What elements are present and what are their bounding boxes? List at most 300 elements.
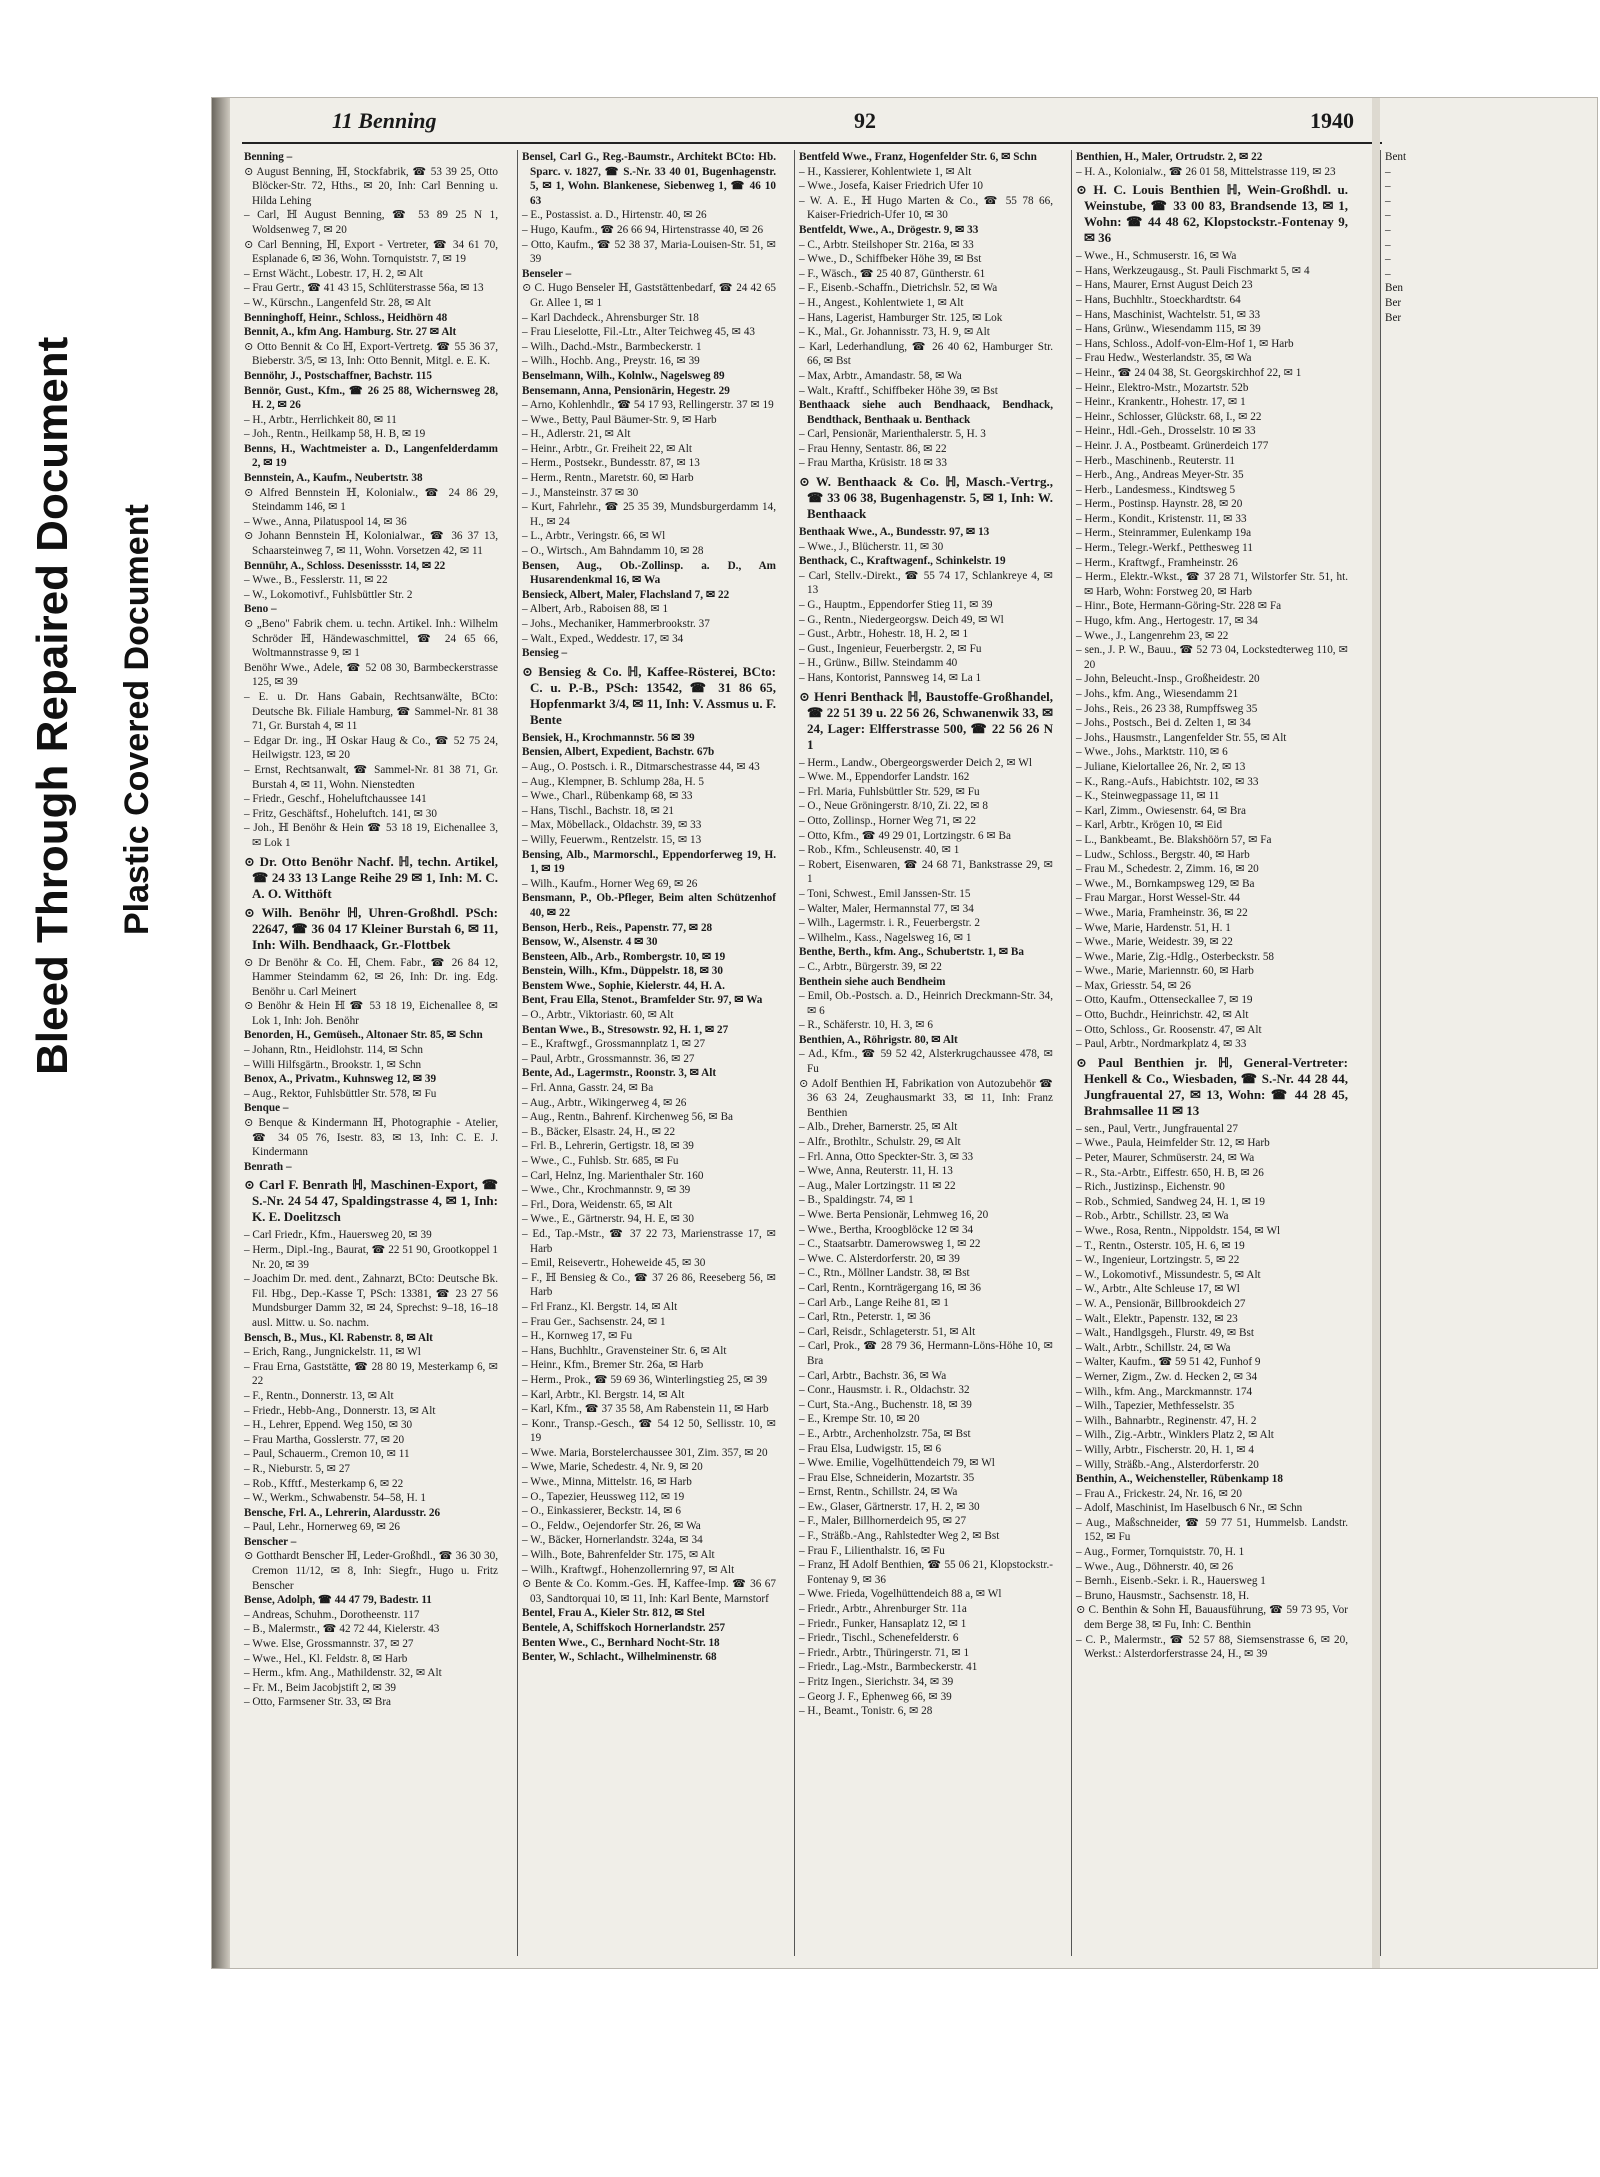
directory-entry: – Hans, Schloss., Adolf-von-Elm-Hof 1, ✉ Harb xyxy=(1076,337,1294,350)
directory-entry: Bent xyxy=(1385,151,1407,163)
directory-entry: – H., Kornweg 17, ✉ Fu xyxy=(522,1330,633,1343)
directory-entry: – Hinr., Bote, Hermann-Göring-Str. 228 ✉ Fa xyxy=(1076,600,1282,613)
directory-entry: ⊙ August Benning, ℍ, Stockfabrik, ☎ 53 39 25, Otto Blöcker-Str. 72, Hths., ✉ 20, Inh: Carl Benning u. Hilda Lehing xyxy=(244,165,498,207)
directory-entry: – W., Werkm., Schwabenstr. 54–58, H. 1 xyxy=(244,1492,426,1505)
directory-entry: – E., Kraftwgf., Grossmannplatz 1, ✉ 27 xyxy=(522,1038,706,1051)
directory-entry: Bensow, W., Alsenstr. 4 ✉ 30 xyxy=(522,936,658,949)
directory-entry: – Wwe. Emilie, Vogelhüttendeich 79, ✉ Wl xyxy=(799,1457,995,1470)
directory-entry: – Heinr., Schlosser, Glückstr. 68, I., ✉ 22 xyxy=(1076,410,1262,423)
directory-entry: – Johs., Mechaniker, Hammerbrookstr. 37 xyxy=(522,618,710,630)
directory-entry: Benstein, Wilh., Kfm., Düppelstr. 18, ✉ 30 xyxy=(522,965,723,978)
directory-entry: – W., Ingenieur, Lortzingstr. 5, ✉ 22 xyxy=(1076,1254,1240,1267)
directory-entry: – Wwe., M., Bornkampsweg 129, ✉ Ba xyxy=(1076,877,1255,890)
directory-entry: – Georg J. F., Ephenweg 66, ✉ 39 xyxy=(799,1690,952,1703)
directory-entry: – Wwe., Johs., Marktstr. 110, ✉ 6 xyxy=(1076,746,1228,759)
directory-entry: – W., Arbtr., Alte Schleuse 17, ✉ Wl xyxy=(1076,1283,1240,1296)
directory-entry: – Wwe., Marie, Mariennstr. 60, ✉ Harb xyxy=(1076,965,1254,978)
directory-entry: – Frau Martha, Krüsistr. 18 ✉ 33 xyxy=(799,457,947,470)
directory-entry: – Toni, Schwest., Emil Janssen-Str. 15 xyxy=(799,887,971,900)
directory-entry: – Wwe., Rosa, Rentn., Nippoldstr. 154, ✉ Wl xyxy=(1076,1225,1281,1237)
directory-entry: ⊙ Henri Benthack ℍ, Baustoffe-Großhandel, ☎ 22 51 39 u. 22 56 26, Schwanenwik 33, ✉ 24, Lager: Elfferstrasse 500, ☎ 22 56 26 N 1 xyxy=(799,688,1053,752)
directory-entry: – Emil, Ob.-Postsch. a. D., Heinrich Dreckmann-Str. 34, ✉ 6 xyxy=(799,990,1053,1017)
directory-entry: – Frau A., Frickestr. 24, Nr. 16, ✉ 20 xyxy=(1076,1487,1242,1500)
directory-entry: – Joh., Rentn., Heilkamp 58, H. B, ✉ 19 xyxy=(244,428,426,441)
directory-entry: – Heinr., Hdl.-Geh., Drosselstr. 10 ✉ 33 xyxy=(1076,425,1256,438)
directory-entry: – Herm., Landw., Obergeorgswerder Deich 2, ✉ Wl xyxy=(799,756,1032,769)
directory-entry: Bensch, B., Mus., Kl. Rabenstr. 8, ✉ Alt xyxy=(244,1331,433,1344)
directory-entry: – Bernh., Eisenb.-Sekr. i. R., Hauersweg 1 xyxy=(1076,1575,1266,1588)
directory-entry: ⊙ Bente & Co. Komm.-Ges. ℍ, Kaffee-Imp. ☎ 36 67 03, Sandtorquai 10, ✉ 11, Inh: Karl Bente, Marnstorf xyxy=(522,1578,776,1605)
directory-entry: – Friedr., Arbtr., Ahrenburger Str. 11a xyxy=(799,1603,967,1616)
directory-entry: – Herm., Kraftwgf., Framheinstr. 26 xyxy=(1076,556,1238,569)
directory-entry: – Aug., Klempner, B. Schlump 28a, H. 5 xyxy=(522,775,704,788)
directory-entry: – T., Rentn., Osterstr. 105, H. 6, ✉ 19 xyxy=(1076,1239,1245,1252)
bleed-through-label: Bleed Through Repaired Document xyxy=(28,336,77,1075)
directory-entry: – B., Malermstr., ☎ 42 72 44, Kielerstr. 43 xyxy=(244,1623,440,1636)
directory-entry: – Paul, Arbtr., Nordmarkplatz 4, ✉ 33 xyxy=(1076,1038,1247,1051)
directory-entry: – R., Nieburstr. 5, ✉ 27 xyxy=(244,1462,351,1475)
directory-entry: – Robert, Eisenwaren, ☎ 24 68 71, Bankstrasse 29, ✉ 1 xyxy=(799,858,1053,886)
directory-entry: – Hans, Grünw., Wiesendamm 115, ✉ 39 xyxy=(1076,323,1261,336)
directory-entry: – Carl Friedr., Kfm., Hauersweg 20, ✉ 39 xyxy=(244,1229,432,1242)
directory-entry: – Hans, Tischl., Bachstr. 18, ✉ 21 xyxy=(522,804,675,817)
directory-entry: – Otto, Zollinsp., Horner Weg 71, ✉ 22 xyxy=(799,814,976,827)
directory-entry: – L., Arbtr., Veringstr. 66, ✉ Wl xyxy=(522,530,666,543)
directory-entry: Bennstein, A., Kaufm., Neubertstr. 38 xyxy=(244,472,423,485)
column-1 xyxy=(240,150,502,1956)
directory-entry: – Wwe., Anna, Pilatuspool 14, ✉ 36 xyxy=(244,515,407,528)
column-4 xyxy=(1071,150,1352,1956)
directory-entry: ⊙ Gotthardt Benscher ℍ, Leder-Großhdl., ☎ 36 30 30, Cremon 11/12, ✉ 8, Inh: Siegfr., Hugo u. Fritz Benscher xyxy=(244,1550,498,1592)
directory-entry: – Wwe., Betty, Paul Bäumer-Str. 9, ✉ Harb xyxy=(522,413,717,426)
directory-entry: – Wwe., Maria, Framheinstr. 36, ✉ 22 xyxy=(1076,906,1248,919)
directory-entry: ⊙ Benöhr & Hein ℍ ☎ 53 18 19, Eichenallee 8, ✉ Lok 1, Inh: Joh. Benöhr xyxy=(244,1000,498,1027)
directory-entry: – Carl, ℍ August Benning, ☎ 53 89 25 N 1, Woldsenweg 7, ✉ 20 xyxy=(244,209,498,236)
directory-entry: – Franz, ℍ Adolf Benthien, ☎ 55 06 21, Klopstockstr.-Fontenay 9, ✉ 36 xyxy=(799,1559,1053,1586)
directory-entry: Bente, Ad., Lagermstr., Roonstr. 3, ✉ Alt xyxy=(522,1067,717,1080)
directory-entry: Benselmann, Wilh., Kolnlw., Nagelsweg 89 xyxy=(522,369,725,382)
directory-entry: – Heinr. J. A., Postbeamt. Grünerdeich 177 xyxy=(1076,439,1269,452)
directory-entry: – F., Rentn., Donnerstr. 13, ✉ Alt xyxy=(244,1389,394,1402)
directory-entry: ⊙ Otto Bennit & Co ℍ, Export-Vertretg. ☎ 55 36 37, Bieberstr. 3/5, ✉ 13, Inh: Otto Bennit, Mitgl. e. E. K. xyxy=(244,340,498,368)
directory-entry: Bensel, Carl G., Reg.-Baumstr., Architekt BCto: Hb. Sparc. v. 1827, ☎ S.-Nr. 33 40 01, Bugenhagenstr. 5, ✉ 1, Wohn. Blankenese, Siebenweg 1, ☎ 46 10 63 xyxy=(522,151,776,207)
directory-entry: – O., Neue Gröningerstr. 8/10, Zi. 22, ✉ 8 xyxy=(799,800,988,813)
directory-entry: Benorden, H., Gemüseh., Altonaer Str. 85, ✉ Schn xyxy=(244,1029,483,1042)
page-number: 92 xyxy=(854,108,876,133)
directory-entry: – Wwe., C., Fuhlsb. Str. 685, ✉ Fu xyxy=(522,1155,679,1167)
directory-entry: – W., Lokomotivf., Fuhlsbüttler Str. 2 xyxy=(244,588,413,601)
directory-entry: ⊙ Carl Benning, ℍ, Export - Vertreter, ☎ 34 61 70, Esplanade 6, ✉ 36, Wohn. Tornquiststr. 7, ✉ 19 xyxy=(244,238,498,266)
directory-entry: – Rich., Justizinsp., Eichenstr. 90 xyxy=(1076,1181,1225,1194)
directory-entry: – Aug., Rentn., Bahrenf. Kirchenweg 56, ✉ Ba xyxy=(522,1111,734,1124)
scanned-page xyxy=(212,98,1597,1968)
directory-entry: – L., Bankbeamt., Be. Blakshöörn 57, ✉ Fa xyxy=(1076,833,1272,846)
directory-entry: – Otto, Kaufm., Ottenseckallee 7, ✉ 19 xyxy=(1076,994,1253,1007)
directory-entry: ⊙ C. Benthin & Sohn ℍ, Bauausführung, ☎ 59 73 95, Vor dem Berge 38, ✉ Fu, Inh: C. Benthin xyxy=(1076,1604,1348,1632)
directory-entry: Bensen, Aug., Ob.-Zollinsp. a. D., Am Husarendenkmal 16, ✉ Wa xyxy=(522,559,776,587)
directory-entry: – Wwe., Chr., Krochmannstr. 9, ✉ 39 xyxy=(522,1184,691,1197)
column-3 xyxy=(794,150,1057,1956)
directory-entry: – Herm., Elektr.-Wkst., ☎ 37 28 71, Wilstorfer Str. 51, ht. ✉ Harb, Wohn: Forstweg 20, ✉ Harb xyxy=(1076,571,1348,598)
directory-entry: Benox, A., Privatm., Kuhnsweg 12, ✉ 39 xyxy=(244,1073,437,1086)
directory-entry: Benscher – xyxy=(244,1535,297,1548)
directory-entry: Benseler – xyxy=(522,267,572,280)
directory-entry: Benthaak Wwe., A., Bundesstr. 97, ✉ 13 xyxy=(799,526,990,539)
directory-entry: Beno – xyxy=(244,603,277,616)
directory-entry: – B., Bäcker, Elsastr. 24, H., ✉ 22 xyxy=(522,1125,676,1138)
directory-entry: Bensemann, Anna, Pensionärin, Hegestr. 29 xyxy=(522,384,730,397)
directory-entry: – Fritz, Geschäftsf., Hoheluftch. 141, ✉ 30 xyxy=(244,807,437,820)
directory-entry: – Wwe., D., Schiffbeker Höhe 39, ✉ Bst xyxy=(799,253,982,266)
directory-entry: – Wilh., Tapezier, Methfesselstr. 35 xyxy=(1076,1400,1235,1413)
directory-entry: – B., Spaldingstr. 74, ✉ 1 xyxy=(799,1194,914,1207)
directory-entry: – G., Rentn., Niedergeorgsw. Deich 49, ✉ Wl xyxy=(799,613,1004,626)
column-5-adjacent-page xyxy=(1380,150,1578,1956)
directory-entry: – Herm., Kondit., Kristenstr. 11, ✉ 33 xyxy=(1076,512,1247,525)
directory-entry: – Walter, Maler, Hermannstal 77, ✉ 34 xyxy=(799,902,974,915)
directory-entry: – Conr., Hausmstr. i. R., Oldachstr. 32 xyxy=(799,1384,970,1397)
directory-entry: ⊙ H. C. Louis Benthien ℍ, Wein-Großhdl. u. Weinstube, ☎ 33 00 83, Brandsende 13, ✉ 1, Wohn: ☎ 44 48 62, Klopstockstr.-Fontenay 9, ✉ 36 xyxy=(1076,182,1348,246)
directory-entry: Bensing, Alb., Marmorschl., Eppendorferweg 19, H. 1, ✉ 19 xyxy=(522,848,776,876)
directory-entry: – Wilh., Kaufm., Horner Weg 69, ✉ 26 xyxy=(522,877,698,890)
directory-entry: – Wwe., Minna, Mittelstr. 16, ✉ Harb xyxy=(522,1476,692,1489)
directory-entry: – Johann, Rtn., Heidlohstr. 114, ✉ Schn xyxy=(244,1044,423,1057)
directory-entry: – W. A., Pensionär, Billbrookdeich 27 xyxy=(1076,1297,1246,1310)
directory-entry: – Frau Elsa, Ludwigstr. 15, ✉ 6 xyxy=(799,1442,942,1455)
directory-entry: Benrath – xyxy=(244,1160,292,1173)
directory-entry: Bentele, A, Schiffskoch Hornerlandstr. 257 xyxy=(522,1622,726,1634)
directory-entry: – F., Maler, Billhornerdeich 95, ✉ 27 xyxy=(799,1515,967,1528)
directory-entry: – Bruno, Hausmstr., Sachsenstr. 18, H. xyxy=(1076,1589,1250,1602)
directory-entry: – xyxy=(1385,253,1391,266)
directory-entry: Benthack, C., Kraftwagenf., Schinkelstr. 19 xyxy=(799,555,1006,568)
directory-entry: – H., Angest., Kohlentwiete 1, ✉ Alt xyxy=(799,296,964,309)
directory-entry: Benque – xyxy=(244,1102,289,1115)
directory-entry: – Frau M., Schedestr. 2, Zimm. 16, ✉ 20 xyxy=(1076,863,1259,876)
directory-entry: – Edgar Dr. ing., ℍ Oskar Haug & Co., ☎ 52 75 24, Heilwigstr. 123, ✉ 20 xyxy=(244,734,498,762)
directory-entry: – Rob., Kfftf., Mesterkamp 6, ✉ 22 xyxy=(244,1477,404,1490)
directory-entry: – Johs., Postsch., Bei d. Zelten 1, ✉ 34 xyxy=(1076,717,1251,730)
directory-entry: – J., Mansteinstr. 37 ✉ 30 xyxy=(522,486,639,499)
directory-entry: – O., Einkassierer, Beckstr. 14, ✉ 6 xyxy=(522,1505,681,1518)
directory-entry: ⊙ Paul Benthien jr. ℍ, General-Vertreter: Henkell & Co., Wiesbaden, ☎ S.-Nr. 44 28 44, Jungfrauental 27, ✉ 13, Wohn: ☎ 44 28 45, Brahmsallee 11 ✉ 13 xyxy=(1076,1054,1348,1118)
directory-entry: – Wilhelm., Kass., Nagelsweg 16, ✉ 1 xyxy=(799,931,972,944)
directory-entry: – Hans, Lagerist, Hamburger Str. 125, ✉ Lok xyxy=(799,311,1003,324)
directory-entry: – Karl Dachdeck., Ahrensburger Str. 18 xyxy=(522,311,699,324)
directory-entry: – Willi Hilfsgärtn., Brookstr. 1, ✉ Schn xyxy=(244,1058,422,1071)
directory-entry: – Paul, Lehr., Hornerweg 69, ✉ 26 xyxy=(244,1521,401,1534)
directory-entry: – Walter, Kaufm., ☎ 59 51 42, Funhof 9 xyxy=(1076,1356,1261,1369)
directory-entry: – K., Rang.-Aufs., Habichtstr. 102, ✉ 33 xyxy=(1076,775,1259,788)
directory-entry: ⊙ Wilh. Benöhr ℍ, Uhren-Großhdl. PSch: 22647, ☎ 36 04 17 Kleiner Burstah 6, ✉ 11, Inh: Wilh. Bendhaack, Gr.-Flottbek xyxy=(244,904,498,952)
directory-entry: – Albert, Arb., Raboisen 88, ✉ 1 xyxy=(522,603,669,616)
directory-entry: – Wilh., Zig.-Arbtr., Winklers Platz 2, ✉ Alt xyxy=(1076,1429,1274,1442)
directory-entry: – R., Sta.-Arbtr., Eiffestr. 650, H. B, ✉ 26 xyxy=(1076,1166,1264,1179)
directory-entry: – G., Hauptm., Eppendorfer Stieg 11, ✉ 39 xyxy=(799,599,993,612)
directory-entry: – Wwe, Anna, Reuterstr. 11, H. 13 xyxy=(799,1165,953,1178)
directory-entry: – Wwe., J., Langenrehm 23, ✉ 22 xyxy=(1076,629,1229,642)
directory-entry: Benten Wwe., C., Bernhard Nocht-Str. 18 xyxy=(522,1636,720,1649)
directory-entry: – Max, Arbtr., Amandastr. 58, ✉ Wa xyxy=(799,369,962,382)
directory-entry: Bennit, A., kfm Ang. Hamburg. Str. 27 ✉ Alt xyxy=(244,326,457,339)
plastic-covered-label: Plastic Covered Document xyxy=(118,504,156,935)
directory-entry: – Wilh., Lagermstr. i. R., Feuerbergstr. 2 xyxy=(799,917,980,930)
directory-entry: Bentfeldt, Wwe., A., Drögestr. 9, ✉ 33 xyxy=(799,223,979,236)
directory-entry: – Alfr., Brothltr., Schulstr. 29, ✉ Alt xyxy=(799,1136,961,1149)
directory-entry: – O., Arbtr., Viktoriastr. 60, ✉ Alt xyxy=(522,1009,674,1022)
directory-entry: – Karl, Zimm., Owiesenstr. 64, ✉ Bra xyxy=(1076,804,1247,817)
directory-entry: – Wilh., Hochb. Ang., Preystr. 16, ✉ 39 xyxy=(522,355,700,368)
directory-entry: – Carl, Reisdr., Schlageterstr. 51, ✉ Alt xyxy=(799,1325,976,1338)
directory-entry: – xyxy=(1385,194,1391,207)
directory-entry: – Walt., Handlgsgeh., Flurstr. 49, ✉ Bst xyxy=(1076,1327,1254,1340)
directory-entry: – Otto, Farmsener Str. 33, ✉ Bra xyxy=(244,1696,392,1709)
directory-entry: Benning – xyxy=(244,151,293,163)
directory-entry: Benthien, A., Röhrigstr. 80, ✉ Alt xyxy=(799,1033,958,1046)
directory-entry: – Wwe., Bertha, Kroogblöcke 12 ✉ 34 xyxy=(799,1223,974,1236)
directory-entry: – Frl. B., Lehrerin, Gertigstr. 18, ✉ 39 xyxy=(522,1140,694,1153)
directory-entry: – Frl. Anna, Gasstr. 24, ✉ Ba xyxy=(522,1082,654,1095)
directory-entry: – Hans, Kontorist, Pannsweg 14, ✉ La 1 xyxy=(799,672,982,684)
directory-entry: – Aug., Arbtr., Wikingerweg 4, ✉ 26 xyxy=(522,1096,687,1109)
directory-entry: – Wwe. Maria, Borstelerchaussee 301, Zim. 357, ✉ 20 xyxy=(522,1446,768,1459)
directory-entry: – C., Arbtr. Steilshoper Str. 216a, ✉ 33 xyxy=(799,238,974,251)
directory-entry: – Heinr., Elektro-Mstr., Mozartstr. 52b xyxy=(1076,381,1249,394)
directory-entry: Bensche, Frl. A., Lehrerin, Alardusstr. 26 xyxy=(244,1506,441,1519)
directory-entry: – Friedr., Tischl., Schenefelderstr. 6 xyxy=(799,1632,959,1645)
directory-entry: – C., Arbtr., Bürgerstr. 39, ✉ 22 xyxy=(799,960,942,973)
directory-entry: – Wwe, Marie, Schedestr. 4, Nr. 9, ✉ 20 xyxy=(522,1461,703,1474)
directory-entry: Ben xyxy=(1385,282,1404,295)
directory-entry: – Friedr., Hebb-Ang., Donnerstr. 13, ✉ Alt xyxy=(244,1404,436,1417)
directory-entry: – Wwe., Charl., Rübenkamp 68, ✉ 33 xyxy=(522,790,693,803)
directory-entry: – Gust., Arbtr., Hohestr. 18, H. 2, ✉ 1 xyxy=(799,628,969,641)
directory-entry: – Ernst, Rechtsanwalt, ☎ Sammel-Nr. 81 38 71, Gr. Burstah 4, ✉ 11, Wohn. Nienstedten xyxy=(244,763,498,791)
directory-entry: – F., Eisenb.-Schaffn., Dietrichslr. 52, ✉ Wa xyxy=(799,282,998,295)
directory-entry: Bensiek, H., Krochmannstr. 56 ✉ 39 xyxy=(522,731,695,744)
directory-entry: – Wwe. Else, Grossmannstr. 37, ✉ 27 xyxy=(244,1638,414,1651)
directory-entry: – Andreas, Schuhm., Dorotheenstr. 117 xyxy=(244,1608,420,1621)
directory-entry: – K., Steinwegpassage 11, ✉ 11 xyxy=(1076,790,1220,803)
directory-entry: Benthein siehe auch Bendheim xyxy=(799,975,946,988)
directory-entry: – xyxy=(1385,209,1391,222)
directory-entry: – Herm., Postsekr., Bundesstr. 87, ✉ 13 xyxy=(522,457,700,470)
directory-entry: – sen., Paul, Vertr., Jungfrauental 27 xyxy=(1076,1122,1238,1135)
directory-entry: Bensieck, Albert, Maler, Flachsland 7, ✉ 22 xyxy=(522,588,730,601)
directory-entry: – Aug., Maler Lortzingstr. 11 ✉ 22 xyxy=(799,1179,956,1192)
directory-entry: – Rob., Schmied, Sandweg 24, H. 1, ✉ 19 xyxy=(1076,1195,1265,1208)
directory-entry: – C., Staatsarbtr. Damerowsweg 1, ✉ 22 xyxy=(799,1238,981,1251)
directory-entry: – Adolf, Maschinist, Im Haselbusch 6 Nr., ✉ Schn xyxy=(1076,1502,1303,1515)
directory-entry: – Gust., Ingenieur, Feuerbergstr. 2, ✉ Fu xyxy=(799,642,982,655)
directory-entry: – H., Grünw., Billw. Steindamm 40 xyxy=(799,657,958,670)
directory-entry: – Frau Erna, Gaststätte, ☎ 28 80 19, Mesterkamp 6, ✉ 22 xyxy=(244,1360,498,1388)
directory-entry: Ber xyxy=(1385,296,1402,309)
directory-entry: – Wwe. C. Alsterdorferstr. 20, ✉ 39 xyxy=(799,1252,960,1265)
directory-entry: ⊙ Alfred Bennstein ℍ, Kolonialw., ☎ 24 86 29, Steindamm 146, ✉ 1 xyxy=(244,486,498,514)
directory-entry: ⊙ Benque & Kindermann ℍ, Photographie - Atelier, ☎ 34 05 76, Isestr. 83, ✉ 13, Inh: C. E. J. Kindermann xyxy=(244,1117,498,1159)
column-2 xyxy=(517,150,780,1956)
directory-entry: – Carl, Rtn., Peterstr. 1, ✉ 36 xyxy=(799,1311,931,1324)
directory-entry: – Frl. Maria, Fuhlsbüttler Str. 529, ✉ Fu xyxy=(799,785,980,798)
directory-entry: – Friedr., Arbtr., Thüringerstr. 71, ✉ 1 xyxy=(799,1646,970,1659)
directory-entry: – O., Wirtsch., Am Bahndamm 10, ✉ 28 xyxy=(522,545,704,558)
page-gutter xyxy=(1372,98,1380,1968)
directory-entry: – Alb., Dreher, Barnerstr. 25, ✉ Alt xyxy=(799,1121,958,1134)
directory-entry: Bent, Frau Ella, Stenot., Bramfelder Str. 97, ✉ Wa xyxy=(522,994,763,1007)
directory-entry: – R., Schäferstr. 10, H. 3, ✉ 6 xyxy=(799,1019,933,1032)
directory-entry: Bensien, Albert, Expedient, Bachstr. 67b xyxy=(522,746,715,759)
directory-entry: – Fr. M., Beim Jacobjstift 2, ✉ 39 xyxy=(244,1681,397,1694)
directory-entry: – Karl, Arbtr., Kl. Bergstr. 14, ✉ Alt xyxy=(522,1388,685,1401)
directory-entry: – xyxy=(1385,180,1391,193)
directory-entry: – Carl, Arbtr., Bachstr. 36, ✉ Wa xyxy=(799,1369,947,1382)
directory-entry: ⊙ Carl F. Benrath ℍ, Maschinen-Export, ☎ S.-Nr. 24 54 47, Spaldingstrasse 4, ✉ 1, Inh: K. E. Doelitzsch xyxy=(244,1177,498,1225)
directory-entry: – Wwe. Frieda, Vogelhüttendeich 88 a, ✉ Wl xyxy=(799,1588,1002,1601)
directory-entry: – Hans, Buchhltr., Stoeckhardtstr. 64 xyxy=(1076,293,1241,306)
directory-entry: – Herm., Dipl.-Ing., Baurat, ☎ 22 51 90, Grootkoppel 1 Nr. 20, ✉ 39 xyxy=(244,1244,498,1271)
directory-entry: – Wwe., Marie, Zig.-Hdlg., Osterbeckstr. 58 xyxy=(1076,950,1275,963)
directory-entry: Benter, W., Schlacht., Wilhelminenstr. 68 xyxy=(522,1651,717,1664)
directory-entry: Bensmann, P., Ob.-Pfleger, Beim alten Schützenhof 40, ✉ 22 xyxy=(522,892,776,919)
directory-entry: – Peter, Maurer, Schmüserstr. 24, ✉ Wa xyxy=(1076,1152,1255,1165)
directory-entry: – Hans, Maschinist, Wachtelstr. 51, ✉ 33 xyxy=(1076,308,1261,321)
directory-entry: – Aug., O. Postsch. i. R., Ditmarschestrasse 44, ✉ 43 xyxy=(522,760,760,773)
directory-entry: Bentan Wwe., B., Stresowstr. 92, H. 1, ✉ 27 xyxy=(522,1023,729,1036)
directory-entry: – Carl, Stellv.-Direkt., ☎ 55 74 17, Schlankreye 4, ✉ 13 xyxy=(799,569,1053,597)
directory-entry: – Wilh., kfm. Ang., Marckmannstr. 174 xyxy=(1076,1385,1253,1398)
directory-entry: – H., Kassierer, Kohlentwiete 1, ✉ Alt xyxy=(799,165,972,178)
directory-entry: – Konr., Transp.-Gesch., ☎ 54 12 50, Sellisstr. 10, ✉ 19 xyxy=(522,1417,776,1445)
directory-entry: – H., Arbtr., Herrlichkeit 80, ✉ 11 xyxy=(244,413,397,426)
directory-entry: Ber xyxy=(1385,311,1402,324)
directory-entry: – Carl, Prok., ☎ 28 79 36, Hermann-Löns-Höhe 10, ✉ Bra xyxy=(799,1340,1053,1367)
directory-entry: – O., Tapezier, Heussweg 112, ✉ 19 xyxy=(522,1490,685,1503)
directory-entry: ⊙ „Beno" Fabrik chem. u. techn. Artikel. Inh.: Wilhelm Schröder ℍ, Händewaschmittel, ☎ 24 65 66, Woltmannstrasse 9, ✉ 1 xyxy=(244,618,498,660)
directory-entry: – Wwe., Paula, Heimfelder Str. 12, ✉ Harb xyxy=(1076,1137,1270,1150)
directory-entry: – Fritz Ingen., Sierichstr. 34, ✉ 39 xyxy=(799,1676,954,1688)
directory-entry: – Kurt, Fahrlehr., ☎ 25 35 39, Mundsburgerdamm 14, H., ✉ 24 xyxy=(522,501,776,528)
directory-entry: – Emil, Reisevertr., Hoheweide 45, ✉ 30 xyxy=(522,1257,706,1270)
directory-entry: – Johs., kfm. Ang., Wiesendamm 21 xyxy=(1076,688,1239,700)
directory-entry: ⊙ Dr Benöhr & Co. ℍ, Chem. Fabr., ☎ 26 84 12, Hammer Steindamm 62, ✉ 26, Inh: Dr. ing. Edg. Benöhr u. Carl Meinert xyxy=(244,956,498,998)
directory-entry: – Wwe., Marie, Weidestr. 39, ✉ 22 xyxy=(1076,936,1233,949)
directory-entry: – F., Wäsch., ☎ 25 40 87, Güntherstr. 61 xyxy=(799,267,986,280)
directory-entry: – W., Bäcker, Hornerlandstr. 324a, ✉ 34 xyxy=(522,1534,703,1547)
directory-entry: Bense, Adolph, ☎ 44 47 79, Badestr. 11 xyxy=(244,1594,432,1607)
directory-entry: Benthe, Berth., kfm. Ang., Schubertstr. 1, ✉ Ba xyxy=(799,946,1024,959)
directory-entry: – Otto, Kaufm., ☎ 52 38 37, Maria-Louisen-Str. 51, ✉ 39 xyxy=(522,238,776,266)
page-year: 1940 xyxy=(1310,108,1354,133)
directory-entry: – Wilh., Bahnarbtr., Reginenstr. 47, H. 2 xyxy=(1076,1414,1257,1427)
directory-entry: – Friedr., Geschf., Hoheluftchaussee 141 xyxy=(244,793,427,806)
directory-entry: – H., Beamt., Tonistr. 6, ✉ 28 xyxy=(799,1705,933,1718)
directory-page xyxy=(232,98,1577,1968)
directory-entry: – Frau Martha, Gosslerstr. 77, ✉ 20 xyxy=(244,1433,405,1446)
directory-entry: – Wilh., Dachd.-Mstr., Barmbeckerstr. 1 xyxy=(522,340,702,353)
directory-entry: – John, Beleucht.-Insp., Großheidestr. 20 xyxy=(1076,673,1260,686)
directory-entry: – Paul, Schauerm., Cremon 10, ✉ 11 xyxy=(244,1448,410,1461)
directory-entry: ⊙ Johann Bennstein ℍ, Kolonialwar., ☎ 36 37 13, Schaarsteinweg 7, ✉ 11, Wohn. Vorsetzen 42, ✉ 11 xyxy=(244,530,498,558)
directory-entry: – Wwe., Hel., Kl. Feldstr. 8, ✉ Harb xyxy=(244,1652,408,1665)
directory-entry: – Heinr., ☎ 24 04 38, St. Georgskirchhof 22, ✉ 1 xyxy=(1076,366,1302,379)
directory-entry: – Frl Franz., Kl. Bergstr. 14, ✉ Alt xyxy=(522,1300,678,1313)
directory-entry: – Frl., Dora, Weidenstr. 65, ✉ Alt xyxy=(522,1198,673,1211)
directory-entry: – Frau F., Lilienthalstr. 16, ✉ Fu xyxy=(799,1544,945,1557)
directory-entry: – Herb., Ang., Andreas Meyer-Str. 35 xyxy=(1076,469,1244,482)
directory-entry: ⊙ Dr. Otto Benöhr Nachf. ℍ, techn. Artikel, ☎ 24 33 13 Lange Reihe 29 ✉ 1, Inh: M. C. A. O. Witthöft xyxy=(244,853,498,901)
directory-entry: – Wwe. Berta Pensionär, Lehmweg 16, 20 xyxy=(799,1209,989,1221)
directory-entry: – E., Arbtr., Archenholzstr. 75a, ✉ Bst xyxy=(799,1427,971,1440)
directory-entry: Bensieg – xyxy=(522,647,568,660)
directory-entry: Bennühr, A., Schloss. Desenissstr. 14, ✉ 22 xyxy=(244,559,446,572)
directory-entry: – Hans, Buchhltr., Gravensteiner Str. 6, ✉ Alt xyxy=(522,1344,727,1357)
directory-entry: – Herm., Steinrammer, Eulenkamp 19a xyxy=(1076,527,1252,540)
directory-entry: – Curt, Sta.-Ang., Buchenstr. 18, ✉ 39 xyxy=(799,1398,972,1411)
directory-entry: – Carl Arb., Lange Reihe 81, ✉ 1 xyxy=(799,1296,949,1309)
directory-entry: – Herm., Rentn., Maretstr. 60, ✉ Harb xyxy=(522,472,694,485)
directory-entry: – Wwe, Marie, Hardenstr. 51, H. 1 xyxy=(1076,921,1231,934)
directory-entry: Bensteen, Alb., Arb., Rombergstr. 10, ✉ 19 xyxy=(522,950,726,963)
directory-entry: – Friedr., Lag.-Mstr., Barmbeckerstr. 41 xyxy=(799,1661,978,1674)
directory-entry: – Heinr., Krankentr., Hohestr. 17, ✉ 1 xyxy=(1076,396,1246,409)
directory-entry: – Hans, Werkzeugausg., St. Pauli Fischmarkt 5, ✉ 4 xyxy=(1076,264,1310,277)
directory-entry: – C. P., Malermstr., ☎ 52 57 88, Siemsenstrasse 6, ✉ 20, Werkst.: Alsterdorferstrasse 24, H., ✉ 39 xyxy=(1076,1633,1348,1661)
directory-entry: – Frau Margar., Horst Wessel-Str. 44 xyxy=(1076,892,1240,905)
directory-entry: – F., ℍ Bensieg & Co., ☎ 37 26 86, Reeseberg 56, ✉ Harb xyxy=(522,1271,776,1299)
directory-entry: – Ad., Kfm., ☎ 59 52 42, Alsterkrugchaussee 478, ✉ Fu xyxy=(799,1048,1053,1076)
directory-entry: Bentel, Frau A., Kieler Str. 812, ✉ Stel xyxy=(522,1607,705,1620)
directory-entry: – sen., J. P. W., Bauu., ☎ 52 73 04, Lockstedterweg 110, ✉ 20 xyxy=(1076,644,1348,671)
directory-entry: – Wwe., B., Fesslerstr. 11, ✉ 22 xyxy=(244,574,388,587)
directory-entry: – Frl. Anna, Otto Speckter-Str. 3, ✉ 33 xyxy=(799,1150,974,1163)
directory-entry: – Walt., Elektr., Papenstr. 132, ✉ 23 xyxy=(1076,1312,1238,1325)
directory-entry: – Walt., Kraftf., Schiffbeker Höhe 39, ✉ Bst xyxy=(799,384,998,397)
directory-entry: – Herm., Telegr.-Werkf., Petthesweg 11 xyxy=(1076,542,1253,555)
directory-entry: – Walt., Exped., Weddestr. 17, ✉ 34 xyxy=(522,632,684,645)
directory-entry: – W., Kürschn., Langenfeld Str. 28, ✉ Alt xyxy=(244,296,431,309)
directory-entry: – Carl, Rentn., Kornträgergang 16, ✉ 36 xyxy=(799,1281,981,1294)
directory-entry: – H., Adlerstr. 21, ✉ Alt xyxy=(522,428,631,441)
directory-entry: – Heinr., Kfm., Bremer Str. 26a, ✉ Harb xyxy=(522,1359,704,1372)
directory-entry: – C., Rtn., Möllner Landstr. 38, ✉ Bst xyxy=(799,1267,970,1280)
directory-entry: – xyxy=(1385,238,1391,251)
directory-entry: – H. A., Kolonialw., ☎ 26 01 58, Mittelstrasse 119, ✉ 23 xyxy=(1076,165,1336,178)
directory-entry: – Walt., Arbtr., Schillstr. 24, ✉ Wa xyxy=(1076,1341,1231,1354)
directory-entry: – Rob., Arbtr., Schillstr. 23, ✉ Wa xyxy=(1076,1210,1229,1223)
directory-entry: – Hans, Maurer, Ernst August Deich 23 xyxy=(1076,279,1253,292)
directory-entry: Benöhr Wwe., Adele, ☎ 52 08 30, Barmbeckerstrasse 125, ✉ 39 xyxy=(244,661,498,689)
directory-entry: – Frau Hedw., Westerlandstr. 35, ✉ Wa xyxy=(1076,352,1252,365)
directory-entry: Benthin, A., Weichensteller, Rübenkamp 18 xyxy=(1076,1473,1283,1486)
directory-entry: – Ed., Tap.-Mstr., ☎ 37 22 73, Marienstrasse 17, ✉ Harb xyxy=(522,1227,776,1255)
directory-entry: – Wwe., Josefa, Kaiser Friedrich Ufer 10 xyxy=(799,180,984,193)
directory-entry: – Frau Henny, Sentastr. 86, ✉ 22 xyxy=(799,442,947,455)
directory-entry: ⊙ Adolf Benthien ℍ, Fabrikation von Autozubehör ☎ 36 63 24, Zeughausmarkt 33, ✉ 11, Inh: Franz Benthien xyxy=(799,1077,1053,1119)
directory-entry: – Friedr., Funker, Hansaplatz 12, ✉ 1 xyxy=(799,1617,967,1630)
directory-entry: – Max, Möbellack., Oldachstr. 39, ✉ 33 xyxy=(522,819,702,832)
directory-entry: – K., Mal., Gr. Johannisstr. 73, H. 9, ✉ Alt xyxy=(799,326,990,339)
directory-entry: – O., Feldw., Oejendorfer Str. 26, ✉ Wa xyxy=(522,1519,701,1532)
directory-entry: – Karl, Lederhandlung, ☎ 26 40 62, Hamburger Str. 66, ✉ Bst xyxy=(799,340,1053,368)
directory-entry: – F., Sträßb.-Ang., Rahlstedter Weg 2, ✉ Bst xyxy=(799,1530,1000,1543)
directory-entry: – Herm., Postinsp. Haynstr. 28, ✉ 20 xyxy=(1076,498,1243,511)
directory-entry: – Wwe., E., Gärtnerstr. 94, H. E, ✉ 30 xyxy=(522,1213,694,1226)
directory-entry: – Herm., kfm. Ang., Mathildenstr. 32, ✉ Alt xyxy=(244,1667,442,1680)
directory-entry: – Herb., Landesmess., Kindtsweg 5 xyxy=(1076,483,1236,496)
page-header xyxy=(232,106,1372,140)
directory-entry: – Aug., Rektor, Fuhlsbüttler Str. 578, ✉ Fu xyxy=(244,1087,437,1100)
